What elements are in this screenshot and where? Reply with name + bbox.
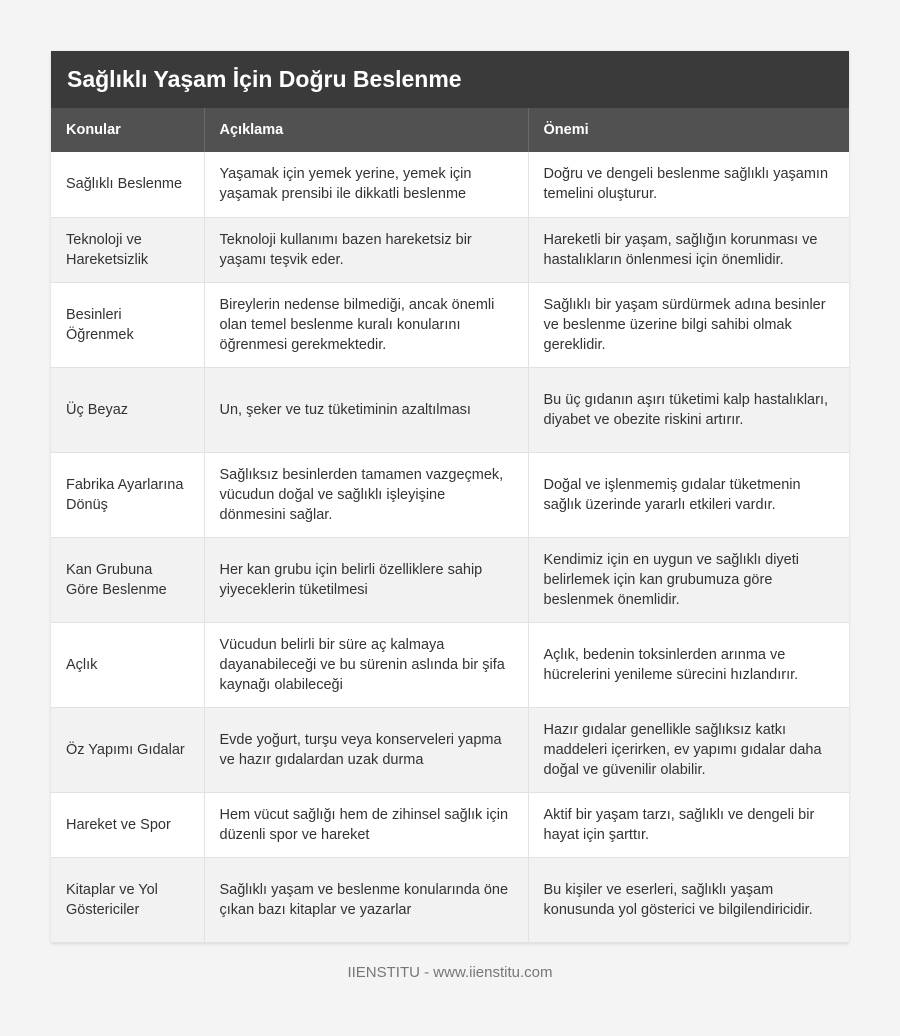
cell-topic: Fabrika Ayarlarına Dönüş	[51, 452, 204, 537]
cell-topic: Kitaplar ve Yol Göstericiler	[51, 857, 204, 942]
footer-credit: IIENSTITU - www.iienstitu.com	[347, 964, 553, 981]
content-table	[51, 108, 849, 943]
cell-description: Evde yoğurt, turşu veya konserveleri yapma ve hazır gıdalardan uzak durma	[204, 707, 528, 792]
cell-importance: Açlık, bedenin toksinlerden arınma ve hücrelerini yenileme sürecini hızlandırır.	[528, 622, 849, 707]
table-row	[51, 367, 849, 452]
cell-importance: Hazır gıdalar genellikle sağlıksız katkı maddeleri içerirken, ev yapımı gıdalar daha doğal ve güvenilir olabilir.	[528, 707, 849, 792]
table-card	[51, 51, 849, 943]
cell-topic: Öz Yapımı Gıdalar	[51, 707, 204, 792]
cell-importance: Aktif bir yaşam tarzı, sağlıklı ve dengeli bir hayat için şarttır.	[528, 792, 849, 857]
cell-importance: Bu üç gıdanın aşırı tüketimi kalp hastalıkları, diyabet ve obezite riskini artırır.	[528, 367, 849, 452]
cell-description: Sağlıklı yaşam ve beslenme konularında öne çıkan bazı kitaplar ve yazarlar	[204, 857, 528, 942]
page-title: Sağlıklı Yaşam İçin Doğru Beslenme	[51, 51, 849, 108]
cell-topic: Kan Grubuna Göre Beslenme	[51, 537, 204, 622]
column-header-konular: Konular	[51, 108, 204, 152]
column-header-aciklama: Açıklama	[204, 108, 528, 152]
cell-description: Bireylerin nedense bilmediği, ancak önemli olan temel beslenme kuralı konularını öğrenmesi gerekmektedir.	[204, 282, 528, 367]
table-row	[51, 857, 849, 942]
cell-description: Teknoloji kullanımı bazen hareketsiz bir yaşamı teşvik eder.	[204, 217, 528, 282]
table-header	[51, 108, 849, 152]
cell-topic: Hareket ve Spor	[51, 792, 204, 857]
table-row	[51, 452, 849, 537]
cell-topic: Sağlıklı Beslenme	[51, 152, 204, 217]
cell-importance: Sağlıklı bir yaşam sürdürmek adına besinler ve beslenme üzerine bilgi sahibi olmak gereklidir.	[528, 282, 849, 367]
cell-description: Her kan grubu için belirli özelliklere sahip yiyeceklerin tüketilmesi	[204, 537, 528, 622]
column-header-onemi: Önemi	[528, 108, 849, 152]
table-row	[51, 792, 849, 857]
cell-importance: Hareketli bir yaşam, sağlığın korunması ve hastalıkların önlenmesi için önemlidir.	[528, 217, 849, 282]
cell-description: Un, şeker ve tuz tüketiminin azaltılması	[204, 367, 528, 452]
cell-description: Yaşamak için yemek yerine, yemek için yaşamak prensibi ile dikkatli beslenme	[204, 152, 528, 217]
table-row	[51, 152, 849, 217]
cell-description: Sağlıksız besinlerden tamamen vazgeçmek, vücudun doğal ve sağlıklı işleyişine dönmesini sağlar.	[204, 452, 528, 537]
cell-description: Hem vücut sağlığı hem de zihinsel sağlık için düzenli spor ve hareket	[204, 792, 528, 857]
cell-topic: Açlık	[51, 622, 204, 707]
cell-description: Vücudun belirli bir süre aç kalmaya dayanabileceği ve bu sürenin aslında bir şifa kaynağı olabileceği	[204, 622, 528, 707]
table-row	[51, 217, 849, 282]
table-row	[51, 622, 849, 707]
table-body	[51, 152, 849, 942]
cell-importance: Doğal ve işlenmemiş gıdalar tüketmenin sağlık üzerinde yararlı etkileri vardır.	[528, 452, 849, 537]
table-row	[51, 707, 849, 792]
cell-topic: Besinleri Öğrenmek	[51, 282, 204, 367]
cell-topic: Teknoloji ve Hareketsizlik	[51, 217, 204, 282]
cell-topic: Üç Beyaz	[51, 367, 204, 452]
cell-importance: Bu kişiler ve eserleri, sağlıklı yaşam konusunda yol gösterici ve bilgilendiricidir.	[528, 857, 849, 942]
table-row	[51, 537, 849, 622]
cell-importance: Doğru ve dengeli beslenme sağlıklı yaşamın temelini oluşturur.	[528, 152, 849, 217]
table-row	[51, 282, 849, 367]
cell-importance: Kendimiz için en uygun ve sağlıklı diyeti belirlemek için kan grubumuza göre beslenmek önemlidir.	[528, 537, 849, 622]
